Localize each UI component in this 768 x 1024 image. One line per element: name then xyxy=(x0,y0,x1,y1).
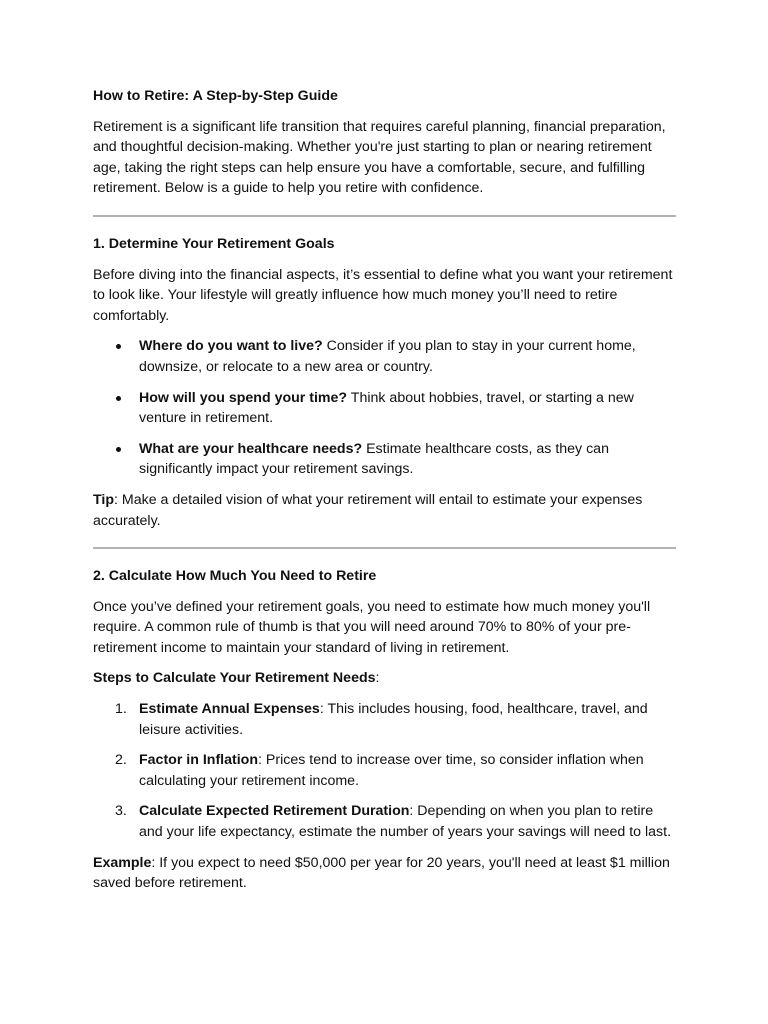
list-item-text: Consider if you plan to stay in your current home, downsize, or relocate to a new area or country. xyxy=(139,338,636,375)
list-item xyxy=(93,699,676,740)
list-item xyxy=(93,336,676,377)
list-item-number: 3. xyxy=(115,803,127,820)
steps-colon: : xyxy=(375,670,380,687)
list-item xyxy=(93,388,676,429)
example-paragraph xyxy=(93,853,676,894)
list-item-text: : This includes housing, food, healthcare, travel, and leisure activities. xyxy=(139,701,648,738)
list-item-text: Think about hobbies, travel, or starting a new venture in retirement. xyxy=(139,389,634,427)
list-item-bold: How will you spend your time? xyxy=(139,389,348,406)
list-item-text: : Depending on when you plan to retire and your life expectancy, estimate the number of years your savings will need to last. xyxy=(139,803,672,841)
list-item-bold: What are your healthcare needs? xyxy=(139,440,363,457)
section-divider xyxy=(93,547,676,549)
section-2-intro: Once you’ve defined your retirement goals, you need to estimate how much money you'll require. A common rule of thumb is that you will need around 70% to 80% of your pre-retirement income to maintain your standard of living in retirement. xyxy=(93,598,651,656)
list-item-bold: Factor in Inflation xyxy=(139,752,259,769)
steps-numbered-list xyxy=(93,699,676,843)
goals-bullet-list xyxy=(93,336,676,480)
steps-heading xyxy=(93,668,676,689)
example-text: : If you expect to need $50,000 per year for 20 years, you'll need at least $1 million saved before retirement. xyxy=(93,854,670,892)
page-title: How to Retire: A Step-by-Step Guide xyxy=(93,88,338,104)
tip-text: : Make a detailed vision of what your retirement will entail to estimate your expenses accurately. xyxy=(93,491,643,529)
tip-paragraph xyxy=(93,490,676,531)
list-item-bold: Calculate Expected Retirement Duration xyxy=(139,803,410,820)
example-label: Example xyxy=(93,854,152,871)
section-1-intro: Before diving into the financial aspects, it’s essential to define what you want your retirement to look like. Your lifestyle will greatly influence how much money you’ll need to retire comfortably. xyxy=(93,266,673,324)
section-2-heading: 2. Calculate How Much You Need to Retire xyxy=(93,568,377,585)
list-item xyxy=(93,750,676,791)
section-divider xyxy=(93,215,676,217)
list-item-bold: Where do you want to live? xyxy=(139,338,323,355)
list-item-text: : Prices tend to increase over time, so consider inflation when calculating your retirement income. xyxy=(139,752,644,789)
list-item-bold: Estimate Annual Expenses xyxy=(139,701,320,718)
tip-label: Tip xyxy=(93,491,115,508)
list-item-text: Estimate healthcare costs, as they can significantly impact your retirement savings. xyxy=(139,440,609,478)
section-1-heading: 1. Determine Your Retirement Goals xyxy=(93,235,335,252)
document-page xyxy=(93,86,676,894)
list-item xyxy=(93,801,676,842)
intro-paragraph: Retirement is a significant life transition that requires careful planning, financial preparation, and thoughtful decision-making. Whether you're just starting to plan or nearing retirement age, taking the right steps can help ensure you have a comfortable, secure, and fulfilling retirement. Below is a guide to help you retire with confidence. xyxy=(93,118,666,197)
list-item-number: 2. xyxy=(115,752,127,769)
list-item xyxy=(93,439,676,480)
steps-label: Steps to Calculate Your Retirement Needs xyxy=(93,670,376,687)
list-item-number: 1. xyxy=(115,701,127,718)
